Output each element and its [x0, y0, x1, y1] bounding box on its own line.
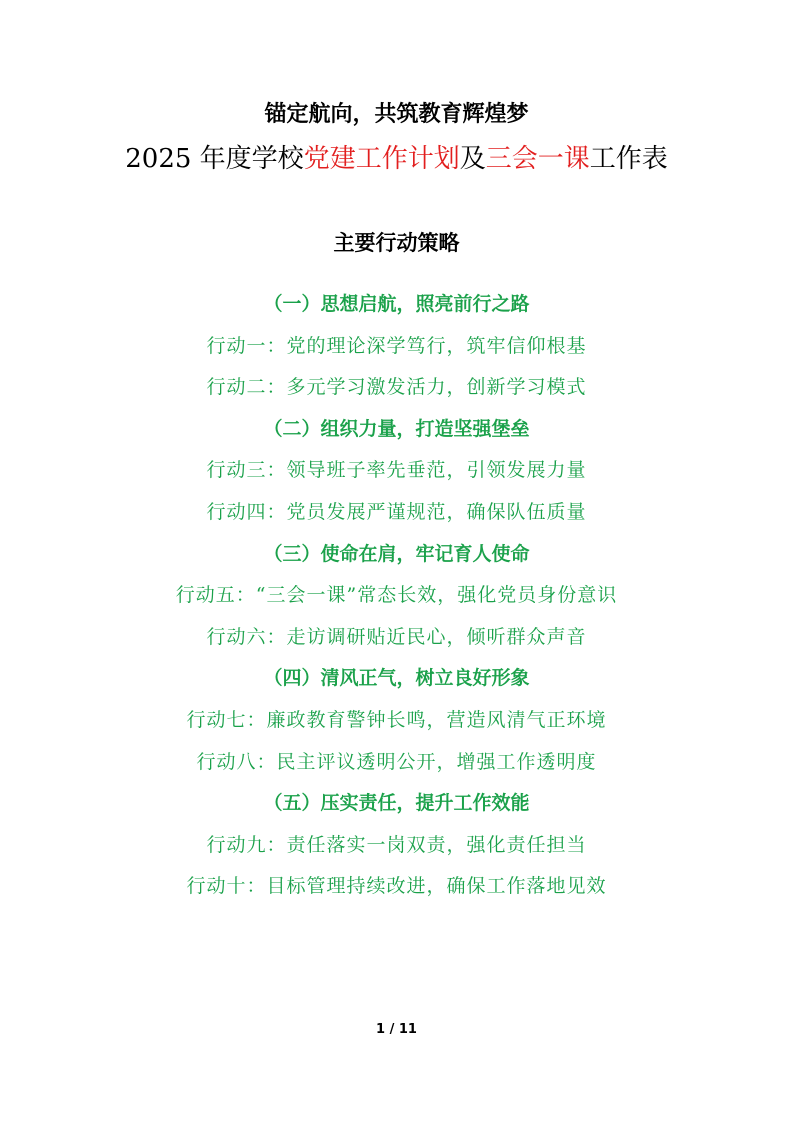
action-item-9: 行动九：责任落实一岗双责，强化责任担当 [206, 833, 587, 856]
group-heading-2: （二）组织力量，打造坚强堡垒 [263, 417, 530, 440]
group-heading-1: （一）思想启航，照亮前行之路 [263, 293, 530, 315]
action-item-10: 行动十：目标管理持续改进，确保工作落地见效 [186, 875, 607, 898]
group-heading-4: （四）清风正气，树立良好形象 [263, 667, 530, 690]
action-item-3: 行动三：领导班子率先垂范，引领发展力量 [206, 459, 587, 482]
title-highlight-three-meetings: 三会一课 [485, 144, 590, 174]
section-heading: 主要行动策略 [333, 231, 460, 255]
action-item-4: 行动四：党员发展严谨规范，确保队伍质量 [206, 500, 587, 523]
action-item-7: 行动七：廉政教育警钟长鸣，营造风清气正环境 [186, 708, 607, 731]
action-item-2: 行动二：多元学习激发活力，创新学习模式 [206, 376, 587, 399]
group-heading-3: （三）使命在肩，牢记育人使命 [263, 542, 530, 565]
group-heading-5: （五）压实责任，提升工作效能 [263, 792, 530, 815]
action-item-1: 行动一：党的理论深学笃行，筑牢信仰根基 [206, 334, 587, 357]
action-item-6: 行动六：走访调研贴近民心，倾听群众声音 [206, 625, 587, 648]
action-item-5: 行动五：“三会一课”常态长效，强化党员身份意识 [175, 584, 618, 607]
strategy-outline [0, 290, 793, 914]
title-highlight-party-building: 党建工作计划 [303, 144, 460, 174]
title-suffix: 工作表 [589, 144, 668, 174]
title-connector: 及 [459, 144, 486, 174]
title-year-part: 2025 年度学校 [125, 144, 304, 174]
action-item-8: 行动八：民主评议透明公开，增强工作透明度 [196, 750, 597, 773]
document-title-line2 [0, 141, 793, 177]
page-number: 1 / 11 [376, 1022, 417, 1037]
document-title-line1: 锚定航向，共筑教育辉煌梦 [264, 102, 529, 127]
